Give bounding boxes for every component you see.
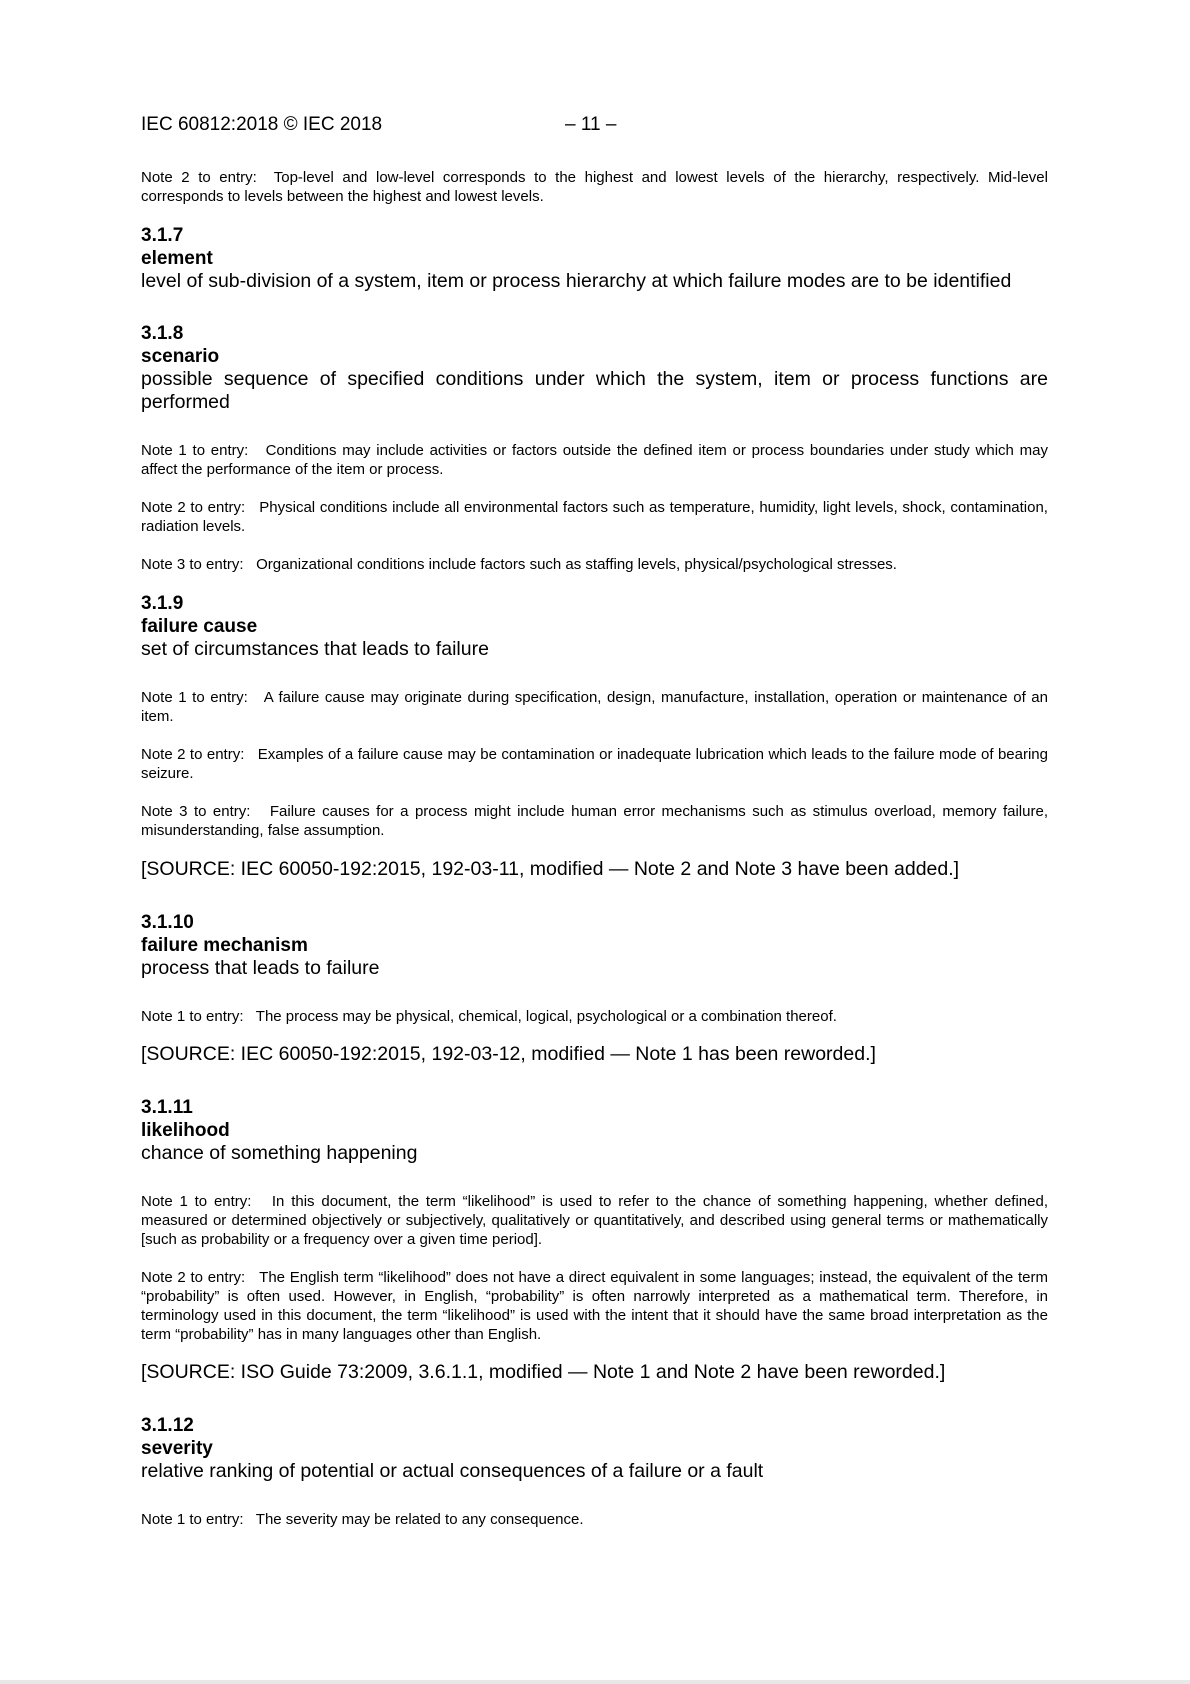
note-label: Note 1 to entry: [141,442,249,459]
note-text: A failure cause may originate during specification, design, manufacture, installation, operation or maintenance of an item. [141,689,1048,725]
note-item [141,1007,1048,1026]
entry-number: 3.1.7 [141,225,184,246]
entry-3-1-9 [141,592,1048,881]
source-citation: [SOURCE: IEC 60050-192:2015, 192-03-11, modified — Note 2 and Note 3 have been added.] [141,858,960,880]
document-id: IEC 60812:2018 © IEC 2018 [141,114,383,135]
entry-number: 3.1.11 [141,1097,193,1118]
note-text: Physical conditions include all environmental factors such as temperature, humidity, light levels, shock, contamination, radiation levels. [141,499,1048,535]
entry-definition: possible sequence of specified conditions under which the system, item or process functions are performed [141,368,1048,413]
note-label: Note 2 to entry: [141,1269,246,1286]
note-label: Note 1 to entry: [141,689,248,706]
document-body [141,168,1048,1529]
note-label: Note 3 to entry: [141,803,251,820]
note-item [141,1192,1048,1249]
note-item [141,441,1048,479]
note-text: Examples of a failure cause may be contamination or inadequate lubrication which leads to the failure mode of bearing seizure. [141,746,1048,782]
entry-term: scenario [141,346,220,367]
source-citation: [SOURCE: IEC 60050-192:2015, 192-03-12, modified — Note 1 has been reworded.] [141,1043,876,1065]
entry-term: element [141,248,213,269]
note-item [141,555,1048,574]
note-label: Note 2 to entry: [141,169,257,186]
note-label: Note 3 to entry: [141,556,244,573]
note-item [141,1268,1048,1344]
note-item [141,802,1048,840]
note-item [141,745,1048,783]
entry-3-1-7 [141,224,1048,293]
note-text: Top-level and low-level corresponds to the highest and lowest levels of the hierarchy, respectively. Mid-level corresponds to levels between the highest and lowest levels. [141,169,1048,205]
note-item [141,498,1048,536]
entry-definition: chance of something happening [141,1142,418,1164]
note-text: The process may be physical, chemical, logical, psychological or a combination thereof. [255,1008,837,1025]
entry-number: 3.1.12 [141,1415,194,1436]
note-text: Conditions may include activities or factors outside the defined item or process boundaries under study which may affect the performance of the item or process. [141,442,1048,478]
note-text: In this document, the term “likelihood” is used to refer to the chance of something happening, whether defined, measured or determined objectively or subjectively, qualitatively or quantitatively, and described using general terms or mathematically [such as probability or a frequency over a given time period]. [141,1193,1048,1248]
entry-3-1-12 [141,1414,1048,1529]
note-label: Note 2 to entry: [141,499,246,516]
note-item [141,688,1048,726]
source-citation: [SOURCE: ISO Guide 73:2009, 3.6.1.1, modified — Note 1 and Note 2 have been reworded.] [141,1361,946,1383]
top-note [141,168,1048,206]
entry-definition: level of sub-division of a system, item or process hierarchy at which failure modes are to be identified [141,270,1012,292]
entry-term: severity [141,1438,213,1459]
entry-definition: set of circumstances that leads to failure [141,638,489,660]
page-bottom-edge [0,1680,1190,1684]
note-label: Note 1 to entry: [141,1511,244,1528]
entry-number: 3.1.9 [141,593,184,614]
entry-definition: process that leads to failure [141,957,380,979]
entry-definition: relative ranking of potential or actual consequences of a failure or a fault [141,1460,764,1482]
entry-3-1-10 [141,911,1048,1066]
note-text: The English term “likelihood” does not have a direct equivalent in some languages; instead, the equivalent of the term “probability” is often used. However, in English, “probability” is often narrowly interpreted as a mathematical term. Therefore, in terminology used in this document, the term “likelihood” is used with the intent that it should have the same broad interpretation as the term “probability” has in many languages other than English. [141,1269,1049,1343]
note-label: Note 2 to entry: [141,746,245,763]
note-label: Note 1 to entry: [141,1008,244,1025]
entry-number: 3.1.10 [141,912,194,933]
note-label: Note 1 to entry: [141,1193,252,1210]
entry-3-1-11 [141,1096,1048,1384]
entry-term: failure mechanism [141,935,308,956]
entry-term: likelihood [141,1120,230,1141]
note-text: Failure causes for a process might include human error mechanisms such as stimulus overload, memory failure, misunderstanding, false assumption. [141,803,1048,839]
page-number: – 11 – [565,114,617,135]
entry-number: 3.1.8 [141,323,184,344]
note-text: The severity may be related to any consequence. [255,1511,584,1528]
note-text: Organizational conditions include factors such as staffing levels, physical/psychological stresses. [256,556,897,573]
note-item [141,1510,1048,1529]
entry-3-1-8 [141,322,1048,574]
entry-term: failure cause [141,616,258,637]
